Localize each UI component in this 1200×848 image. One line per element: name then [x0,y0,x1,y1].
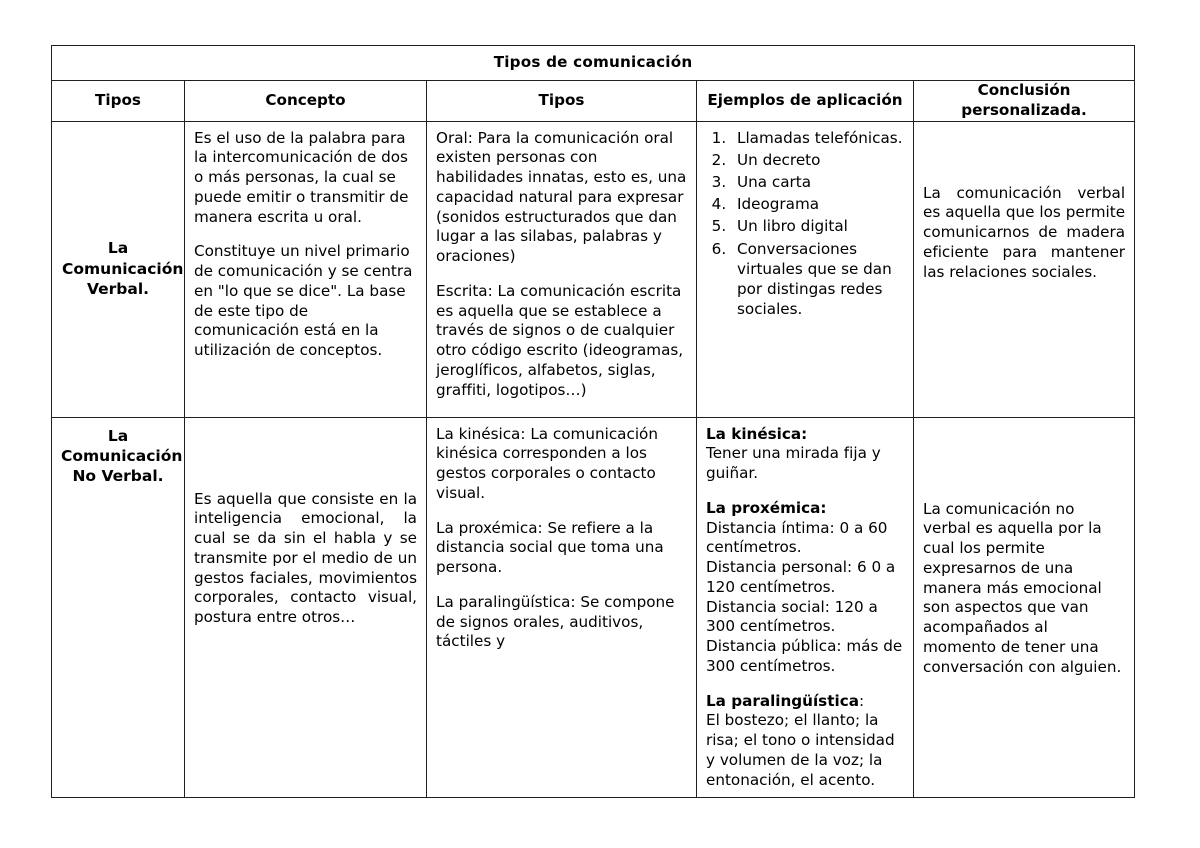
list-item: 1. Llamadas telefónicas. [731,128,904,148]
row-2-ejemplos-block-kinesica [706,425,904,484]
row-2-ejemplos-heading-proxemica: La proxémica: [706,498,827,517]
row-2-concepto-paragraph-1: Es aquella que consiste en la inteligencia emocional, la cual se da sin el habla y se transmite por el medio de un gestos faciales, movimientos corporales, contacto visual, postura entre otros… [194,489,417,626]
row-2-ejemplos-heading-paralinguistica: La paralingüística [706,691,859,710]
row-1-concepto-paragraph-1: Es el uso de la palabra para la intercomunicación de dos o más personas, la cual se puede emitir o transmitir de manera escrita u oral. [194,128,409,226]
column-header-tipos-detalle: Tipos [427,81,697,122]
table-title: Tipos de comunicación [52,46,1135,81]
row-2-ejemplos-heading-paralinguistica-suffix: : [858,691,865,710]
column-header-ejemplos-de-aplicacion: Ejemplos de aplicación [697,81,914,122]
row-1-tipo-cell [52,121,185,417]
row-2-ejemplos-line: Distancia personal: 6 0 a 120 centímetros. [706,558,896,596]
column-header-conclusion-personalizada: Conclusión personalizada. [914,81,1135,122]
row-2-tipo-label: La Comunicación No Verbal. [61,426,183,486]
row-1-tipos-detalle-cell [427,121,697,417]
row-1-concepto-paragraph-2: Constituye un nivel primario de comunicación y se centra en "lo que se dice". La base de este tipo de comunicación está en la utilización de conceptos. [194,242,413,359]
table-row [52,417,1135,798]
row-2-concepto-cell [185,417,427,798]
row-1-conclusion-cell [914,121,1135,417]
list-item: 2. Un decreto [731,150,904,170]
table-header-row [52,81,1135,122]
column-header-concepto: Concepto [185,81,427,122]
row-2-tipos-kinesica: La kinésica: La comunicación kinésica corresponden a los gestos corporales o contacto visual. [436,424,658,502]
row-2-ejemplos-line: Distancia íntima: 0 a 60 centímetros. [706,518,888,557]
table-row [52,121,1135,417]
list-item: 6. Conversaciones virtuales que se dan por distingas redes sociales. [731,239,904,320]
row-1-ejemplos-cell [697,121,914,417]
tipos-de-comunicacion-table [51,45,1135,798]
row-2-tipos-detalle-cell [427,417,697,798]
row-1-tipos-oral: Oral: Para la comunicación oral existen personas con habilidades innatas, esto es, una capacidad natural para expresar (sonidos estructurados que dan lugar a las silabas, palabras y oraciones) [436,128,687,265]
row-2-ejemplos-cell [697,417,914,798]
row-2-ejemplos-line: El bostezo; el llanto; la risa; el tono o intensidad y volumen de la voz; la entonación, el acento. [706,711,895,789]
row-2-tipos-proxemica: La proxémica: Se refiere a la distancia social que toma una persona. [436,518,664,576]
row-2-ejemplos-line: Distancia pública: más de 300 centímetros. [706,637,903,675]
row-2-tipo-cell [52,417,185,798]
row-2-tipos-paralinguistica: La paralingüística: Se compone de signos orales, auditivos, táctiles y [436,592,675,651]
row-1-conclusion-text: La comunicación verbal es aquella que los permite comunicarnos de madera eficiente para mantener las relaciones sociales. [923,183,1126,281]
row-2-ejemplos-heading-kinesica: La kinésica: [706,424,808,443]
column-header-tipos: Tipos [52,81,185,122]
table-title-row [52,46,1135,81]
list-item: 5. Un libro digital [731,216,904,236]
row-2-conclusion-text: La comunicación no verbal es aquella por la cual los permite expresarnos de una manera más emocional son aspectos que van acompañados al momento de tener una conversación con alguien. [923,499,1122,676]
row-1-tipo-label: La Comunicación Verbal. [62,239,184,299]
row-2-ejemplos-block-proxemica [706,499,904,677]
list-item: 3. Una carta [731,172,904,192]
row-2-conclusion-cell [914,417,1135,798]
row-1-tipos-escrita: Escrita: La comunicación escrita es aquella que se establece a través de signos o de cualquier otro código escrito (ideogramas, jeroglíficos, alfabetos, siglas, graffiti, logotipos…) [436,281,684,399]
list-item: 4. Ideograma [731,194,904,214]
row-2-ejemplos-block-paralinguistica [706,692,904,791]
row-1-concepto-cell [185,121,427,417]
row-1-ejemplos-list [701,128,904,320]
row-2-ejemplos-line: Tener una mirada fija y guiñar. [706,444,881,482]
row-2-ejemplos-line: Distancia social: 120 a 300 centímetros. [706,597,878,636]
